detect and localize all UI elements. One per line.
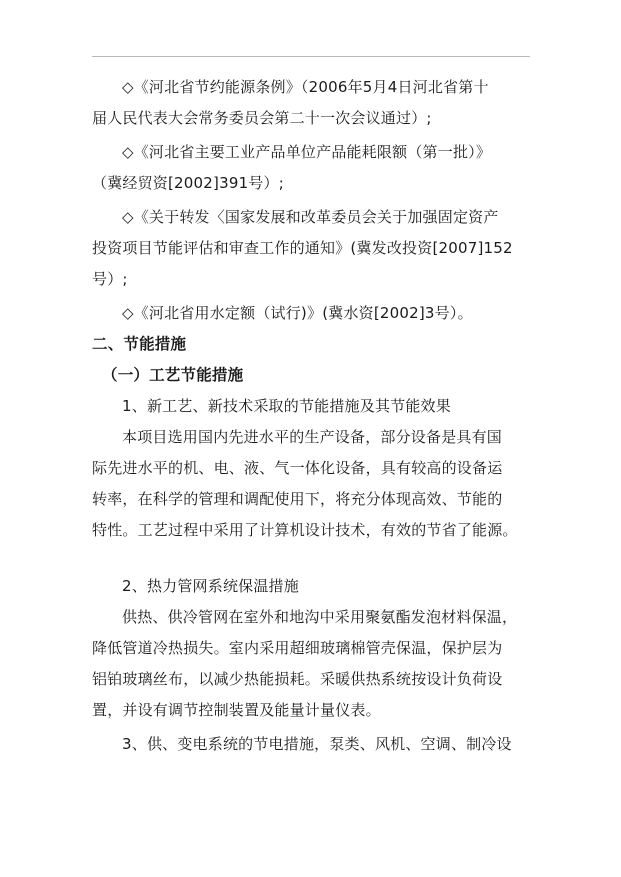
paragraph-1-line-1: 本项目选用国内先进水平的生产设备，部分设备是具有国 [122, 428, 503, 446]
item-3-title: 3、供、变电系统的节电措施，泵类、风机、空调、制冷设 [122, 735, 512, 753]
regulation-item-1-line-1: ◇《河北省节约能源条例》（2006年5月4日河北省第十 [122, 78, 489, 96]
item-1-title: 1、新工艺、新技术采取的节能措施及其节能效果 [122, 397, 451, 415]
paragraph-2-line-2: 降低管道冷热损失。室内采用超细玻璃棉管壳保温，保护层为 [92, 639, 503, 657]
header-rule [92, 56, 530, 57]
paragraph-2-line-4: 置，并设有调节控制装置及能量计量仪表。 [92, 701, 381, 719]
regulation-item-3-line-2: 投资项目节能评估和审查工作的通知》(冀发改投资[2007]152 [92, 239, 513, 257]
regulation-item-1-line-2: 届人民代表大会常务委员会第二十一次会议通过）; [92, 109, 432, 127]
regulation-item-4-line-1: ◇《河北省用水定额（试行)》(冀水资[2002]3号）。 [122, 304, 473, 322]
document-body [92, 76, 532, 755]
item-2-title: 2、热力管网系统保温措施 [122, 577, 299, 595]
paragraph-1-line-3: 转率，在科学的管理和调配使用下，将充分体现高效、节能的 [92, 490, 503, 508]
subsection-heading: （一）工艺节能措施 [102, 366, 244, 384]
paragraph-2-line-3: 铝铂玻璃丝布，以减少热能损耗。采暖供热系统按设计负荷设 [92, 670, 503, 688]
regulation-item-3-line-1: ◇《关于转发〈国家发展和改革委员会关于加强固定资产 [122, 208, 499, 226]
paragraph-1-line-4: 特性。工艺过程中采用了计算机设计技术，有效的节省了能源。 [92, 521, 518, 539]
paragraph-2-line-1: 供热、供冷管网在室外和地沟中采用聚氨酯发泡材料保温， [122, 608, 518, 626]
paragraph-1-line-2: 际先进水平的机、电、液、气一体化设备，具有较高的设备运 [92, 459, 503, 477]
regulation-item-3-line-3: 号）; [92, 270, 128, 288]
regulation-item-2-line-2: （冀经贸资[2002]391号）; [92, 174, 284, 192]
section-heading: 二、节能措施 [92, 335, 187, 353]
regulation-item-2-line-1: ◇《河北省主要工业产品单位产品能耗限额（第一批）》 [122, 143, 492, 161]
